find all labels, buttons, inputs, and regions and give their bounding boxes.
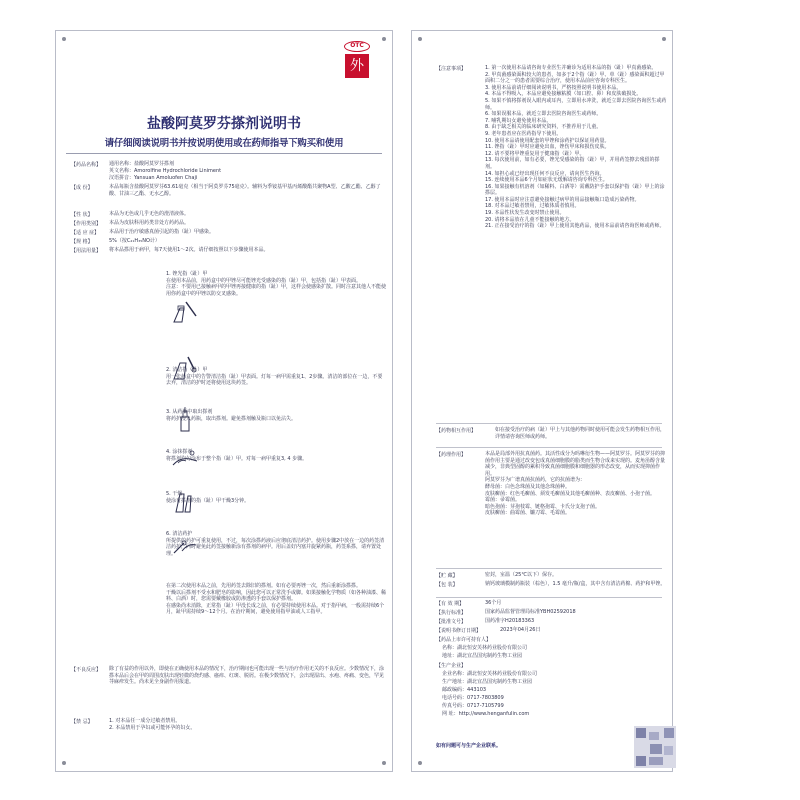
mfr-address: 生产地址：湖北宜昌国宪制药生物工业园 — [442, 679, 533, 685]
prop-label: 【性 状】 — [71, 212, 93, 218]
otc-logo — [340, 41, 384, 81]
ind-label: 【适 应 症】 — [71, 230, 100, 236]
step-1-text: 1. 锉光指（趾）甲 在使用本品前，用药盒中的甲锉尽可能锉光受感染的指（趾）甲，包括指（趾）甲表面。 注意：不要用已接触病甲的甲锉再接健康的指（趾）甲，这样会使感染扩散。同时注意其他人不能使用你药盒中的甲锉以防交叉感染。 — [166, 271, 387, 297]
leaflet-page-left — [55, 30, 393, 772]
corner-dot — [62, 761, 66, 765]
name-en: 英文名称：Amorolfine Hydrochloride Liniment — [109, 168, 222, 174]
storage-label: 【贮 藏】 — [436, 573, 458, 579]
step-5-text: 5. 干燥 使涂有搽剂的指（趾）甲干燥3分钟。 — [166, 491, 250, 504]
spec-value: 5%（按C₂₁H₃₅NO计） — [109, 238, 160, 244]
note-item: 19. 本品性状发生改变时禁止使用。 — [485, 210, 565, 217]
std-value: 国家药品监督管理局标准YBH02592018 — [485, 609, 576, 615]
notes-label: 【注意事项】 — [436, 66, 467, 72]
step-3-text: 3. 从药瓶中取出搽剂 将药护浸入药瓶，取出搽剂。避免搽剂触及瓶口以免沾失。 — [166, 409, 297, 422]
note-item: 9. 老年患者应在医药指导下使用。 — [485, 130, 562, 137]
corner-dot — [662, 37, 666, 41]
cat-value: 本品为皮肤科用药类非处方药药品。 — [109, 220, 190, 226]
note-item: 3. 使用本品前请仔细阅读说明书，严格按照说明书使用本品。 — [485, 84, 622, 91]
note-item: 13. 每次使用前，如有必要，锉光受感染的指（趾）甲，并用药签擦去残留的搽剂。 — [485, 157, 660, 170]
pack-label: 【包 装】 — [436, 582, 458, 588]
contra-label: 【禁 忌】 — [71, 719, 93, 725]
divider — [436, 423, 662, 424]
interact-label: 【药物相互作用】 — [436, 428, 477, 434]
adr-label: 【不良反应】 — [71, 667, 102, 673]
storage-value: 密封，室温（25℃以下）保存。 — [485, 572, 557, 578]
notes-list — [485, 65, 667, 230]
divider — [436, 447, 662, 448]
contra-item: 2. 本品禁用于孕妇或可能怀孕的妇女。 — [109, 724, 196, 731]
mfr-name: 企业名称：湖北恒安芙林药业股份有限公司 — [442, 671, 538, 677]
interact-value: 如在接受治疗的病（趾）甲上与其他药物同时使用可能会发生药物相互作用，详情请咨询医师或药师。 — [495, 427, 666, 440]
note-item: 6. 如果误服本品，就近立即去医院咨询医生或药师。 — [485, 111, 602, 118]
step-4-text: 4. 涂抹搽剂 将搽剂均匀涂布于整个指（趾）甲。对每一病甲重复3, 4 步骤。 — [166, 449, 308, 462]
note-item: 15. 连续使用本品6个月如症状无缓解请咨询专科医生。 — [485, 177, 608, 184]
comp-value: 本品每瓶含盐酸阿莫罗芬63.61毫克（相当于阿莫罗芬75毫克）。辅料为季铵基甲基丙烯酸酯共聚物A型、乙酸乙酯、乙醇了酸、甘油三乙酯、无水乙醇。 — [109, 184, 381, 197]
website: 网 址：http://www.henganfulin.com — [442, 711, 530, 717]
mah-address: 地址：湖北宜昌国宪制药生物工业园 — [442, 653, 523, 659]
pack-value: 钠钙玻璃模制药瓶装（棕色），1.5 毫升/瓶/盒，其中含有清洁药棉、药护和甲锉。 — [485, 581, 666, 587]
valid-value: 36个月 — [485, 600, 502, 606]
usage-continued: 在第二次使用本品之前，先用药签去除旧的搽剂。如有必要再锉一次，然后重新涂搽搽。 干燥以后搽剂不受水和肥皂的影响，因此您可以正常洗手或脚。如果接触化学物质（如各种油漆、稀料、白酒）时，您需要戴橡胶或防渗透的手套以保护搽剂。 在感染尚未消除，正常指（趾）甲没长成之前，有必要持续使用本品。对于指甲病，一般需持续6个月，趾甲需持续9～12个月。在治疗期间，避免使用指甲油或人工指甲。 — [166, 583, 387, 616]
contact-footer: 如有问题可与生产企业联系。 — [436, 743, 502, 749]
usage-label: 【用法用量】 — [71, 248, 102, 254]
qr-code-icon — [634, 726, 676, 768]
step-2-text: 2. 清洁指（趾）甲 用一张药盒中的告警清洁指（趾）甲表面。灯每一病甲需重复1、2步骤。清洁的部位在一边，不要去弃，清洁的护时还将使用这块药签。 — [166, 367, 383, 387]
zip-code: 邮政编码：443103 — [442, 687, 487, 693]
note-item: 18. 对本品过敏者禁用，过敏体质者慎用。 — [485, 203, 580, 210]
note-item: 1. 第一次使用本品请咨询专业医生并确诊为适用本品的指（趾）甲真菌感染。 — [485, 65, 657, 71]
name-py: 汉语拼音：Yansuan Amoluofen Chaji — [109, 175, 198, 181]
approval-value: 国药准字H20183363 — [485, 618, 535, 624]
note-item: 14. 如担心或已经出现任何不良反应，请向医生咨询。 — [485, 170, 605, 177]
contra-item: 1. 对本品任一成分过敏者禁用。 — [109, 718, 181, 724]
rev-value: 2023年04月26日 — [500, 627, 541, 633]
corner-dot — [418, 37, 422, 41]
ind-value: 本品用于治疗敏感真菌引起的指（趾）甲感染。 — [109, 229, 215, 235]
note-item: 12. 请不要将甲锉重复用于健康指（趾）甲。 — [485, 150, 585, 157]
phone-number: 电话号码：0717-7803809 — [442, 695, 504, 701]
pharm-value: 本品是局部外用抗真菌药。其活性成分为吗啉衍生物——阿莫罗芬。阿莫罗芬的抑菌作用主要是通过改变包成真菌细胞膜的脂类而生物合成来实现的。麦角甾醇含量减少，非典型固醇的累积导致真菌细胞膜和细胞器的形态改变，从而实现抑菌作用。 阿莫罗芬为广谱真菌抗菌药，它的抗菌谱为： 酵母菌：白色念珠菌及其他念珠菌种。 皮肤癣菌：红色毛癣菌、须发毛癣菌及其他毛癣菌种、表皮癣菌、小孢子菌。 霉菌：帚霉菌。 暗色孢菌：芽孢枝霉、链格孢霉、卡氏分支孢子菌。 皮肤癣菌：曲霉菌、镰刀霉、毛霉菌。 — [485, 451, 666, 517]
rev-label: 【说明书修订日期】 — [436, 628, 482, 634]
contra-list — [109, 718, 385, 731]
mah-label: 【药品上市许可持有人】 — [436, 637, 492, 643]
divider — [436, 597, 662, 598]
adr-value: 除了有益的作用以外，即使在正确使用本品的情况下，治疗期间也可能出现一些与治疗作用无关的不良反应。少数情况下，涂搽本品后会在甲的周围皮肤出现轻微的烧灼感、瘙痒、红斑、脱屑。在极少数情况下，会出现湿出、水疱、疼痛、变色，罕见荨麻疹发生。尚未见全身副作用报道。 — [109, 666, 385, 686]
corner-dot — [62, 37, 66, 41]
fax-number: 传真号码：0717-7105799 — [442, 703, 504, 709]
name-common: 通用名称：盐酸阿莫罗芬搽剂 — [109, 161, 175, 167]
name-label: 【药品名称】 — [71, 162, 102, 168]
note-item: 7. 哺乳期妇女避免使用本品。 — [485, 117, 552, 124]
approval-label: 【批准文号】 — [436, 619, 467, 625]
divider — [436, 568, 662, 569]
note-item: 11. 锉指（趾）甲时应避免出血，锉伤甲床和损伤皮肤。 — [485, 144, 610, 151]
note-item: 20. 请将本品放在儿童不能接触的地方。 — [485, 216, 575, 223]
comp-label: 【成 份】 — [71, 185, 93, 191]
note-item: 10. 使用本品请使用配套的甲锉和涂药护以保证用药量。 — [485, 137, 610, 144]
mah-name: 名称：湖北恒安芙林药业股份有限公司 — [442, 645, 528, 651]
spec-label: 【规 格】 — [71, 239, 93, 245]
step-6-text: 6. 清洁药护 所提供的药护可重复使用，不过，每次涂搽药液后应彻底清洁药护。使用步骤2中放在一边的药签清洁药护，同时避免此药签接触新涂有搽剂的病甲。用后盖好内塞并旋紧药瓶，药签系搽，请弃置处理。 — [166, 531, 385, 557]
file-nail-icon — [170, 296, 200, 326]
mfr-label: 【生产企业】 — [436, 663, 467, 669]
std-label: 【执行标准】 — [436, 610, 467, 616]
note-item: 4. 本品不得吸入，本品应避免接触粘膜（如口腔、鼻）和皮肤破损处。 — [485, 91, 642, 98]
note-item: 16. 如果接触有机溶剂（如稀料、白酒等）需戴防护手套以保护指（趾）甲上的涂搽层。 — [485, 183, 665, 197]
otc-external-badge: 外 — [345, 54, 369, 78]
corner-dot — [418, 761, 422, 765]
note-item: 17. 使用本品时应注意避免接触过病甲的用品接触瓶口造成污染药物。 — [485, 196, 640, 203]
prop-value: 本品为无色或几乎无色的澄清液体。 — [109, 211, 190, 217]
corner-dot — [382, 761, 386, 765]
usage-value: 将本品搽用于病甲，每7天使用1～2次。请仔细按照以下步骤使用本品。 — [109, 247, 269, 253]
note-item: 5. 如果不慎将搽剂误入眼内或耳内，立即用水冲洗，就近立即去医院咨询医生或药师。 — [485, 97, 667, 111]
note-item: 8. 由于缺乏相关的临床研究资料，不推荐用于儿童。 — [485, 124, 602, 131]
note-item: 2. 甲真菌感染面积较大的患者，如多于2个指（趾）甲、单（趾）感染面积超过甲面积二分之一的患者需要综合治疗，使用本品前应咨询专科医生。 — [485, 71, 665, 85]
note-item: 21. 正在接受治疗的指（趾）甲上使用其他药品，使用本品前请咨询医师或药师。 — [485, 223, 665, 230]
page-title: 盐酸阿莫罗芬搽剂说明书 — [147, 116, 301, 132]
leaflet-page-right — [411, 30, 673, 772]
pharm-label: 【药理作用】 — [436, 452, 467, 458]
otc-oval: OTC — [344, 41, 370, 52]
valid-label: 【有 效 期】 — [436, 601, 465, 607]
page-subtitle: 请仔细阅读说明书并按说明使用或在药师指导下购买和使用 — [104, 138, 344, 149]
cat-label: 【作用类别】 — [71, 221, 102, 227]
divider — [66, 153, 382, 154]
